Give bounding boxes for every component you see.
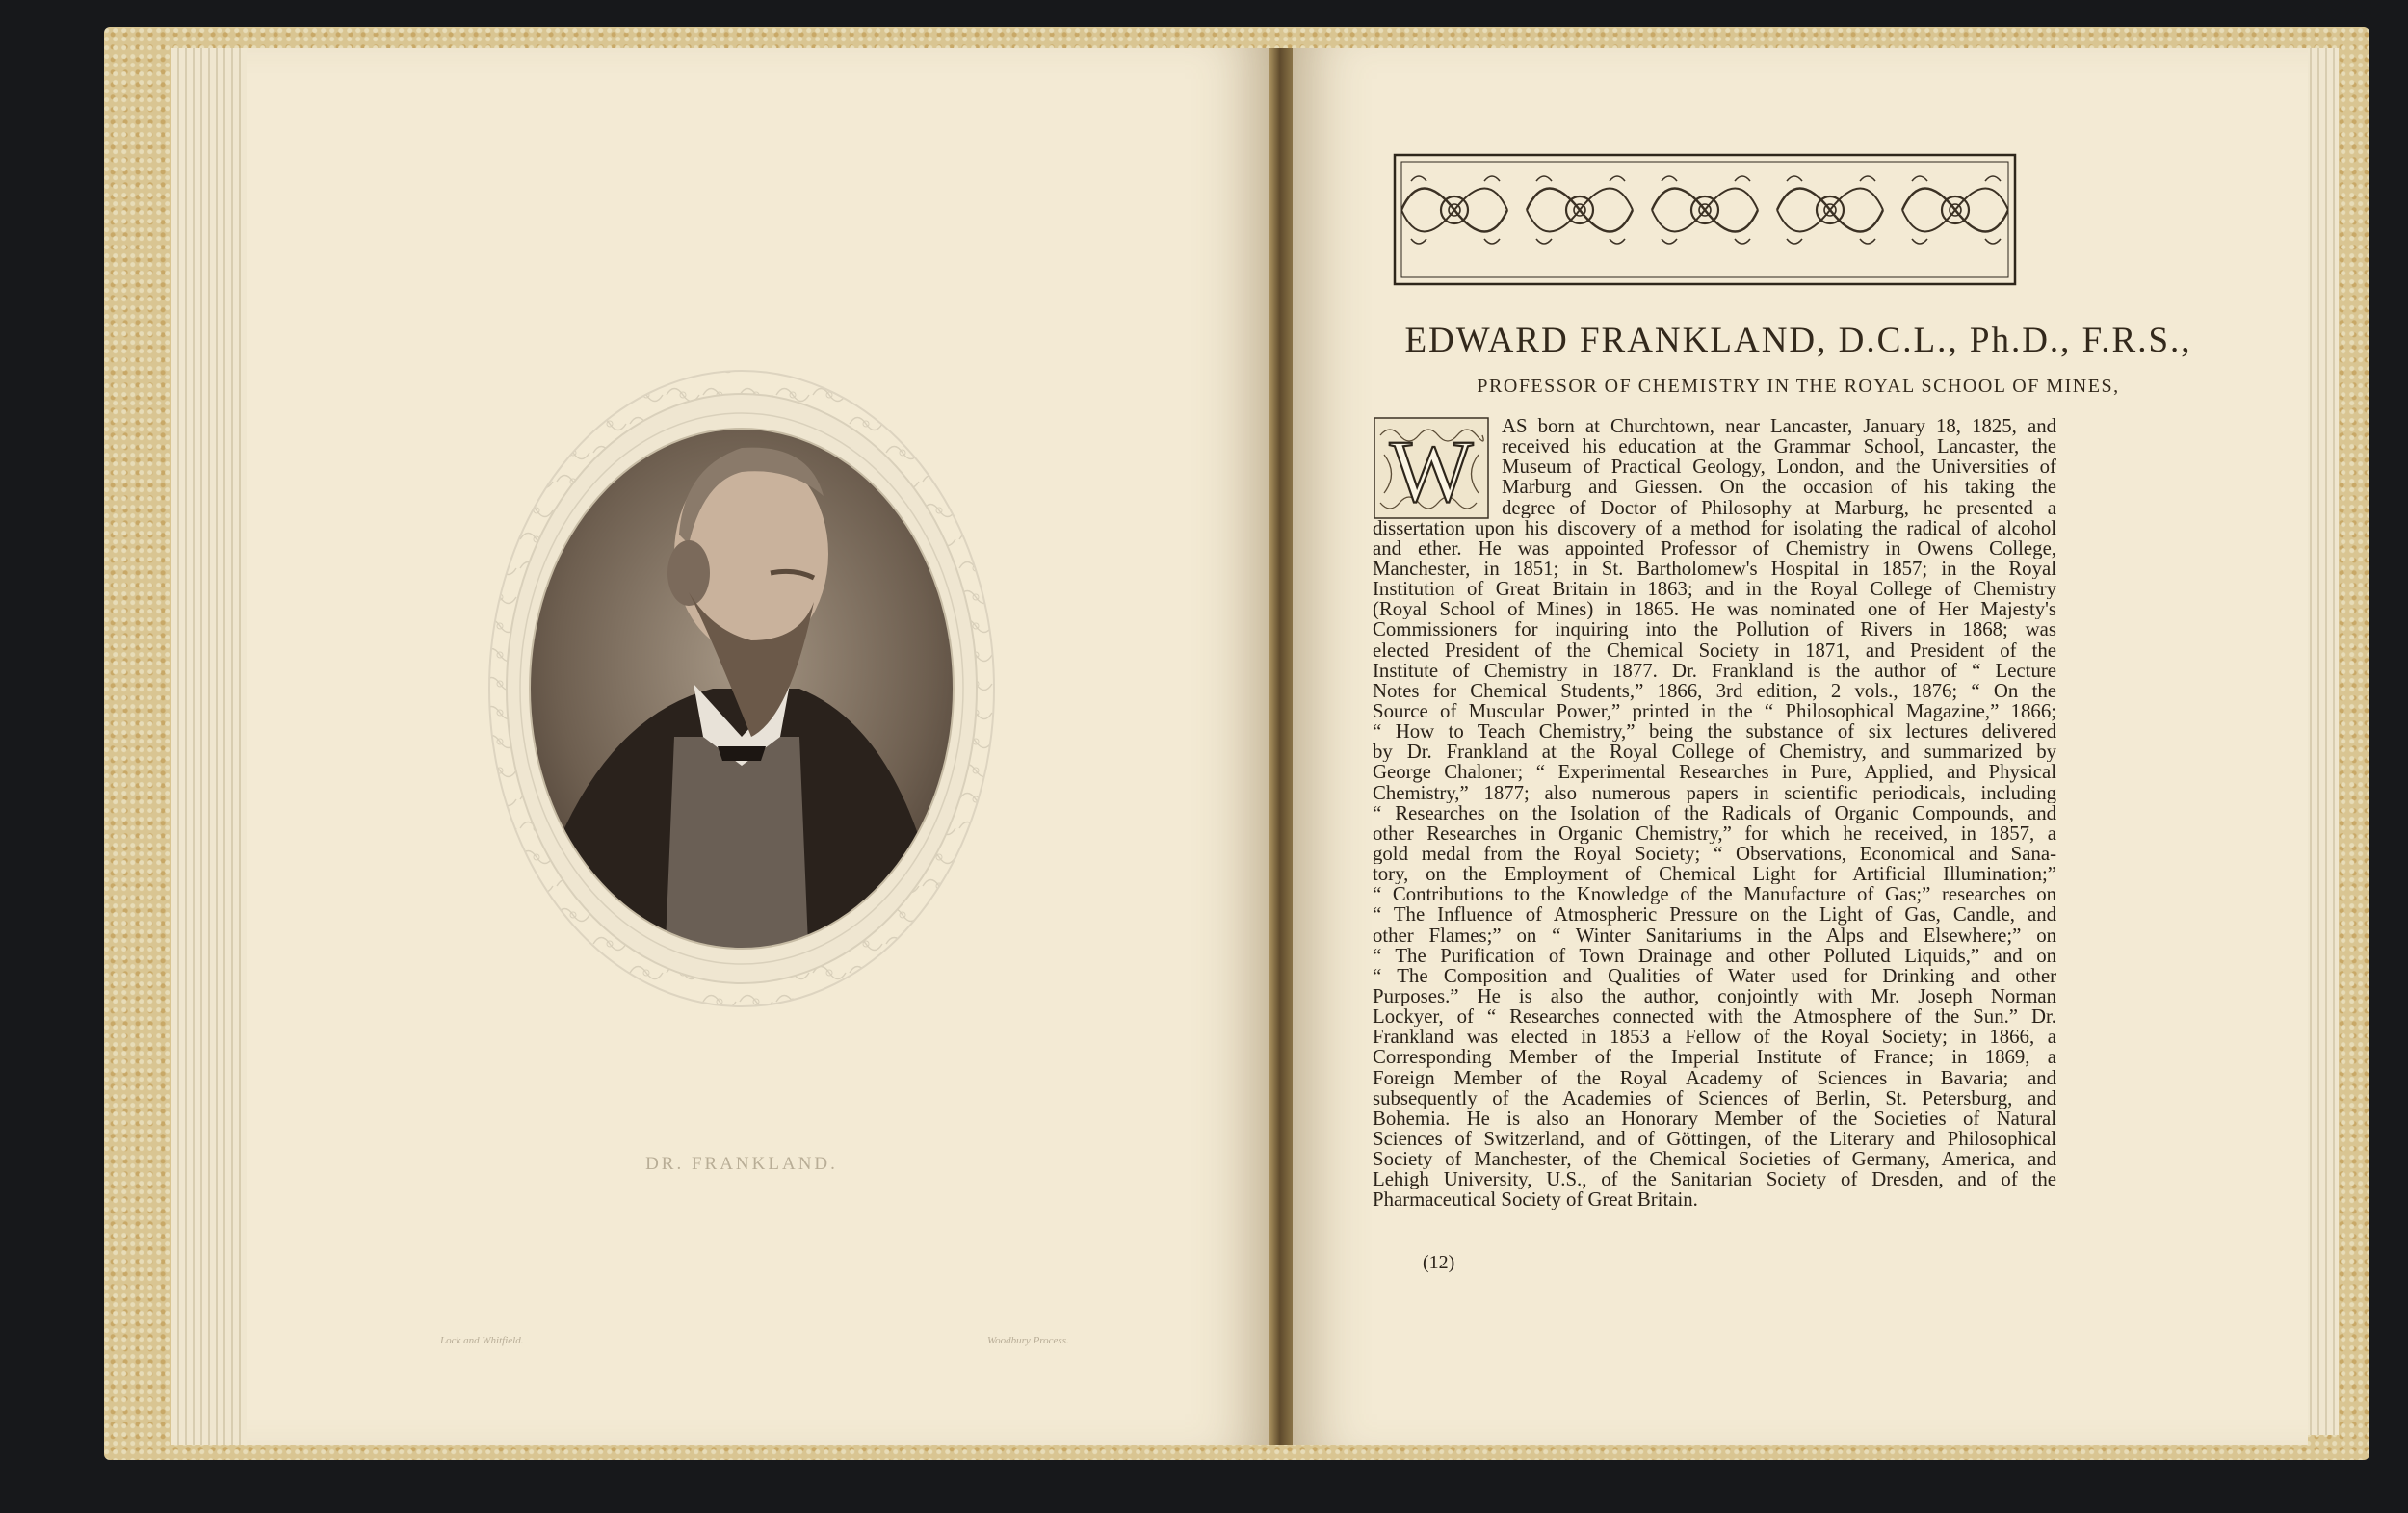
text-line: other Researches in Organic Chemistry,” for which he received, in 1857, a	[1373, 822, 2056, 844]
ornamental-headpiece	[1392, 152, 2018, 287]
entry-subtitle: PROFESSOR OF CHEMISTRY IN THE ROYAL SCHOOL OF MINES,	[1477, 376, 2120, 397]
text-line: “ The Composition and Qualities of Water used for Drinking and other	[1373, 965, 2056, 986]
text-line: dissertation upon his discovery of a method for isolating the radical of alcohol	[1373, 517, 2056, 538]
text-line: Commissioners for inquiring into the Pollution of Rivers in 1868; was	[1373, 619, 2056, 640]
text-line: Society of Manchester, of the Chemical Societies of Germany, America, and	[1373, 1149, 2056, 1170]
text-line: Foreign Member of the Royal Academy of Sciences in Bavaria; and	[1373, 1067, 2056, 1088]
text-line: “ How to Teach Chemistry,” being the substance of six lectures delivered	[1373, 721, 2056, 743]
text-line: Frankland was elected in 1853 a Fellow of the Royal Society; in 1866, a	[1373, 1027, 2056, 1048]
text-line: AS born at Churchtown, near Lancaster, January 18, 1825, and	[1502, 416, 2056, 437]
text-line: gold medal from the Royal Society; “ Observations, Economical and Sana-	[1373, 843, 2056, 865]
text-line: Lockyer, of “ Researches connected with the Atmosphere of the Sun.” Dr.	[1373, 1006, 2056, 1028]
text-line: Source of Muscular Power,” printed in the “ Philosophical Magazine,” 1866;	[1373, 700, 2056, 722]
text-line: Purposes.” He is also the author, conjointly with Mr. Joseph Norman	[1373, 985, 2056, 1007]
text-line: Pharmaceutical Society of Great Britain.	[1373, 1189, 1698, 1211]
text-line: and ether. He was appointed Professor of Chemistry in Owens College,	[1373, 537, 2056, 559]
text-line: Marburg and Giessen. On the occasion of his taking the	[1502, 477, 2056, 498]
text-line: Institute of Chemistry in 1877. Dr. Frankland is the author of “ Lecture	[1373, 660, 2056, 681]
text-line: tory, on the Employment of Chemical Light for Artificial Illumination;”	[1373, 864, 2056, 885]
book-gutter	[1269, 48, 1293, 1445]
photographer-credit: Lock and Whitfield.	[440, 1335, 524, 1346]
text-line: degree of Doctor of Philosophy at Marburg, he presented a	[1502, 497, 2056, 518]
text-line: by Dr. Frankland at the Royal College of Chemistry, and summarized by	[1373, 742, 2056, 763]
page-edges-left	[171, 48, 258, 1445]
page-number: (12)	[1423, 1252, 1455, 1273]
text-line: Chemistry,” 1877; also numerous papers in scientific periodicals, including	[1373, 782, 2056, 803]
portrait-frame	[482, 352, 1002, 1026]
text-line: Manchester, in 1851; in St. Bartholomew's Hospital in 1857; in the Royal	[1373, 558, 2056, 580]
text-line: other Flames;” on “ Winter Sanitariums in the Alps and Elsewhere;” on	[1373, 925, 2056, 946]
text-line: “ Researches on the Isolation of the Radicals of Organic Compounds, and	[1373, 802, 2056, 823]
text-line: Corresponding Member of the Imperial Institute of France; in 1869, a	[1373, 1047, 2056, 1068]
text-line: Lehigh University, U.S., of the Sanitarian Society of Dresden, and of the	[1373, 1169, 2056, 1190]
biography-text	[1373, 416, 2056, 1210]
text-line: Bohemia. He is also an Honorary Member of the Societies of Natural	[1373, 1108, 2056, 1129]
text-line: Museum of Practical Geology, London, and the Universities of	[1502, 457, 2056, 478]
text-line: received his education at the Grammar School, Lancaster, the	[1502, 436, 2056, 457]
text-line: “ The Purification of Town Drainage and other Polluted Liquids,” and on	[1373, 945, 2056, 966]
text-line: elected President of the Chemical Society in 1871, and President of the	[1373, 639, 2056, 661]
entry-title: EDWARD FRANKLAND, D.C.L., Ph.D., F.R.S.,	[1404, 321, 2192, 360]
portrait-caption: DR. FRANKLAND.	[645, 1154, 838, 1174]
text-line: “ Contributions to the Knowledge of the Manufacture of Gas;” researches on	[1373, 884, 2056, 905]
text-line: Sciences of Switzerland, and of Göttingen, of the Literary and Philosophical	[1373, 1128, 2056, 1150]
text-line: (Royal School of Mines) in 1865. He was nominated one of Her Majesty's	[1373, 599, 2056, 620]
svg-text:W: W	[1389, 422, 1474, 520]
process-credit: Woodbury Process.	[987, 1335, 1069, 1346]
text-line: George Chaloner; “ Experimental Researches in Pure, Applied, and Physical	[1373, 762, 2056, 783]
text-line: Institution of Great Britain in 1863; and in the Royal College of Chemistry	[1373, 579, 2056, 600]
text-line: subsequently of the Academies of Sciences of Berlin, St. Petersburg, and	[1373, 1087, 2056, 1109]
text-line: “ The Influence of Atmospheric Pressure on the Light of Gas, Candle, and	[1373, 904, 2056, 926]
text-line: Notes for Chemical Students,” 1866, 3rd edition, 2 vols., 1876; “ On the	[1373, 680, 2056, 701]
